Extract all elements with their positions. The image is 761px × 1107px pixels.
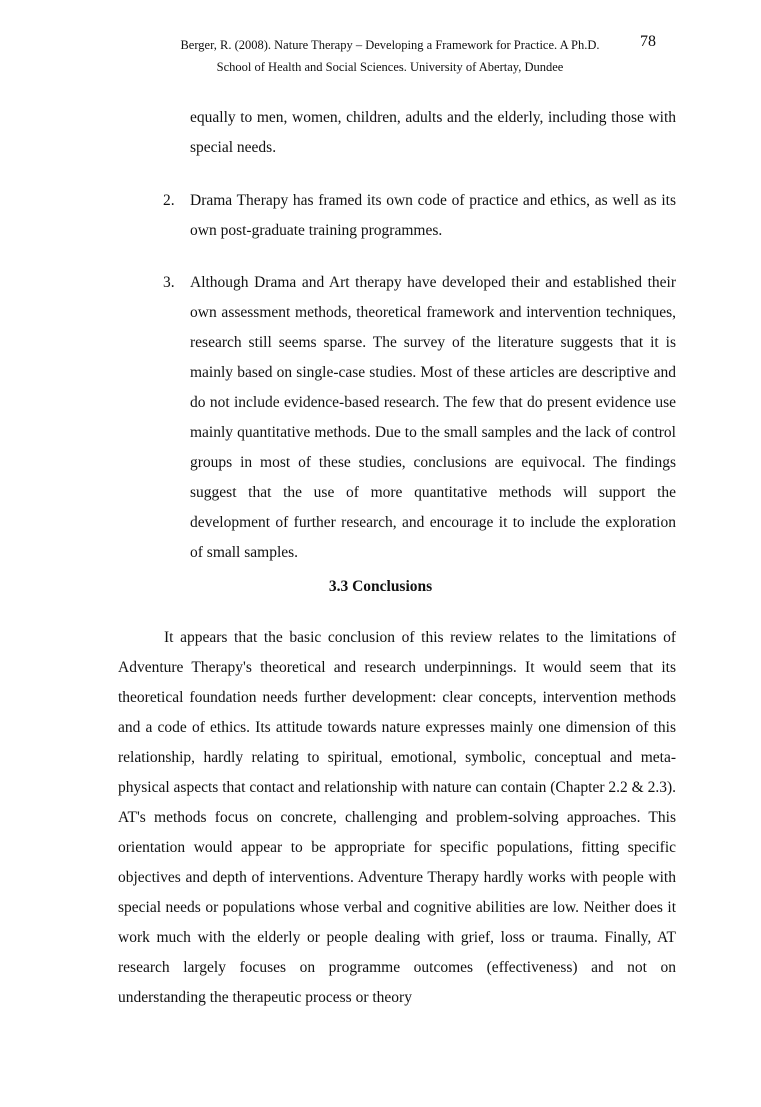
list-continuation-text: equally to men, women, children, adults and the elderly, including those with special needs. — [190, 109, 676, 156]
list-item-number: 2. — [163, 192, 175, 209]
list-item-2 — [163, 186, 676, 246]
list-item-3 — [163, 268, 676, 568]
list-item-number: 3. — [163, 274, 175, 291]
header-institution-line: School of Health and Social Sciences. University of Abertay, Dundee — [216, 60, 564, 74]
list-item-text: Drama Therapy has framed its own code of practice and ethics, as well as its own post-graduate training programmes. — [190, 192, 676, 239]
conclusions-paragraph: It appears that the basic conclusion of this review relates to the limitations of Adventure Therapy's theoretical and research underpinnings. It would seem that its theoretical foundation needs further development: clear concepts, intervention methods and a code of ethics. Its attitude towards nature expresses mainly one dimension of this relationship, hardly relating to spiritual, emotional, symbolic, conceptual and meta-physical aspects that contact and relationship with nature can contain (Chapter 2.2 & 2.3). AT's methods focus on concrete, challenging and problem-solving approaches. This orientation would appear to be appropriate for specific populations, fitting specific objectives and depth of interventions. Adventure Therapy hardly works with people with special needs or populations whose verbal and cognitive abilities are low. Neither does it work much with the elderly or people dealing with grief, loss or trauma. Finally, AT research largely focuses on programme outcomes (effectiveness) and not on understanding the therapeutic process or theory — [118, 629, 676, 1006]
page-number: 78 — [640, 33, 656, 50]
list-item-text: Although Drama and Art therapy have developed their and established their own assessment methods, theoretical framework and intervention techniques, research still seems sparse. The survey of the literature suggests that it is mainly based on single-case studies. Most of these articles are descriptive and do not include evidence-based research. The few that do present evidence use mainly quantitative methods. Due to the small samples and the lack of control groups in most of these studies, conclusions are equivocal. The findings suggest that the use of more quantitative methods will support the development of further research, and encourage it to include the exploration of small samples. — [190, 274, 676, 561]
header-citation-line: Berger, R. (2008). Nature Therapy – Developing a Framework for Practice. A Ph.D. — [180, 38, 600, 52]
running-header — [155, 34, 625, 78]
section-heading: 3.3 Conclusions — [328, 578, 433, 595]
list-item-continuation — [190, 103, 676, 163]
